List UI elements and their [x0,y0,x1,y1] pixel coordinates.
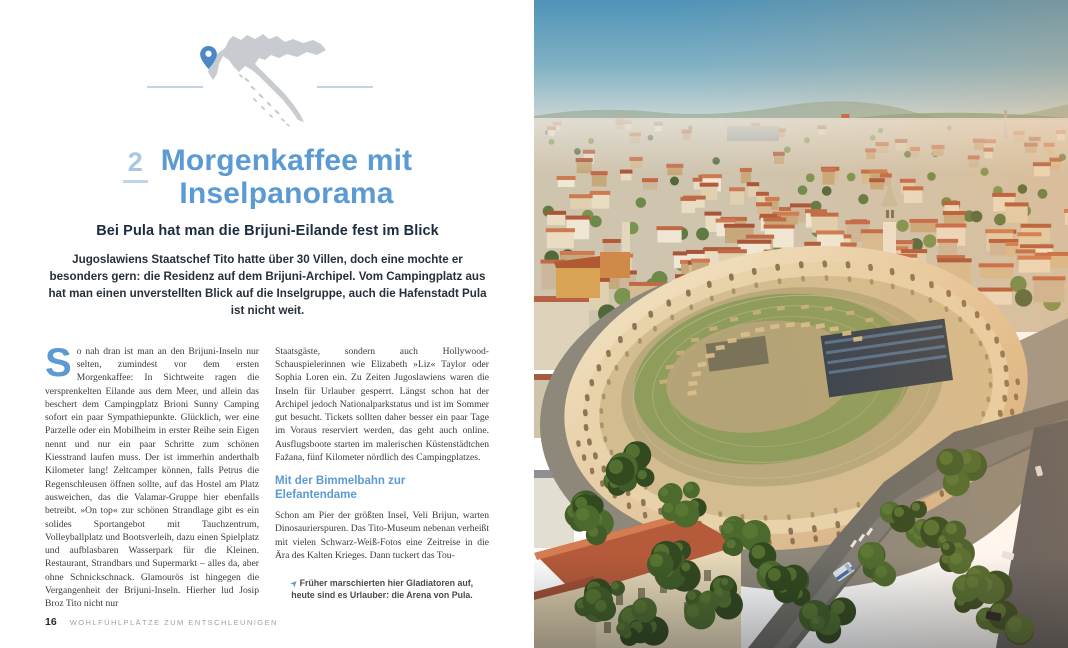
arena-photo-illustration [534,0,1068,648]
body-columns [45,345,490,617]
section-heading: Mit der Bimmelbahn zur Elefantendame [275,475,406,501]
chapter-heading [45,144,490,210]
chapter-subtitle: Bei Pula hat man die Brijuni-Eilande fest im Blick [96,223,439,239]
chapter-title-line1: Morgenkaffee mit [160,144,413,177]
body-column-1-text: o nah dran ist man an den Brijuni-Inseln nur selten, zumindest vor dem ersten Morgenkaffee: In Sichtweite ragen die versprenkelten Eilande aus dem Meer, und allein das beschert dem Campingplatz Brioni Sunny Camping sofort ein paar Sympathiepunkte. Glücklich, wer eine Parzelle oder ein Mobilheim in erster Reihe sein Eigen nennt und nur ein paar Schritte zum schönen Kiesstrand laufen muss. Der ist immerhin anderthalb Kilometer lang! Zeltcamper können, falls Petrus die Regenschleusen öffnen sollte, auf das Hostel am Platz ausweichen, das die Valamar-Gruppe hier ebenfalls betreibt. »On top« zur schönen Strandlage gibt es ein solides Sportangebot mit Tauchzentrum, Volleyballplatz und Bootsverleih, dazu einen Spielplatz und aufblasbaren Wasserpark für die Kleinen. Restaurant, Strandbars und Supermarkt – alles da, aber ohne Schnickschnack. Glamourös ist hingegen die Vergangenheit der Brijuni-Inseln. Hierher lud Josip Broz Tito nicht nur [45,345,259,610]
page-number: 16 [45,616,57,628]
drop-cap: S [45,344,72,385]
chapter-number: 2 [123,147,148,183]
arena-photo [534,0,1068,648]
body-column-1 [45,345,259,617]
footer-title: WOHLFÜHLPLÄTZE ZUM ENTSCHLEUNIGEN [69,618,278,627]
photo-caption [275,577,489,602]
body-column-2-paragraph1: Staatsgäste, sondern auch Hollywood-Schauspielerinnen wie Elizabeth »Liz« Taylor oder Sophia Loren ein. Zu Zeiten Jugoslawiens waren die Inseln für Urlauber gesperrt. Längst schon hat der Archipel jedoch Nationalparkstatus und ist im Sommer gut besucht. Tickets sollten daher besser ein paar Tage im Voraus reserviert werden, das geht auch online. Ausflugsboote starten im malerischen Küstenstädtchen Fažana, fünf Kilometer nördlich des Campingplatzes. [275,345,489,464]
caption-line1: Früher marschierten hier Gladiatoren auf, [299,578,474,589]
chapter-title-line2: Inselpanorama [179,177,394,210]
body-column-2 [275,345,489,617]
body-column-2-paragraph2: Schon am Pier der größten Insel, Veli Brijun, warten Dinosaurierspuren. Das Tito-Museum nebenan verheißt mit vielen Schwarz-Weiß-Fotos eine Zeitreise in die Ära des Kalten Krieges. Dann tuckert das Tou- [275,509,489,561]
chapter-title [161,144,413,210]
location-pin-icon [200,46,217,69]
caption-line2: heute sind es Urlauber: die Arena von Pula. [291,590,473,601]
lead-paragraph: Jugoslawiens Staatschef Tito hatte über 30 Villen, doch eine mochte er besonders gern: die Residenz auf dem Brijuni-Archipel. Vom Campingplatz aus hat man einen unverstellten Blick auf die Inselgruppe, auch die Hafenstadt Pula ist nicht weit. [48,253,487,317]
chapter-location-map [45,28,490,136]
caption-arrow-icon: ➤ [288,578,300,590]
page-footer [45,616,278,628]
